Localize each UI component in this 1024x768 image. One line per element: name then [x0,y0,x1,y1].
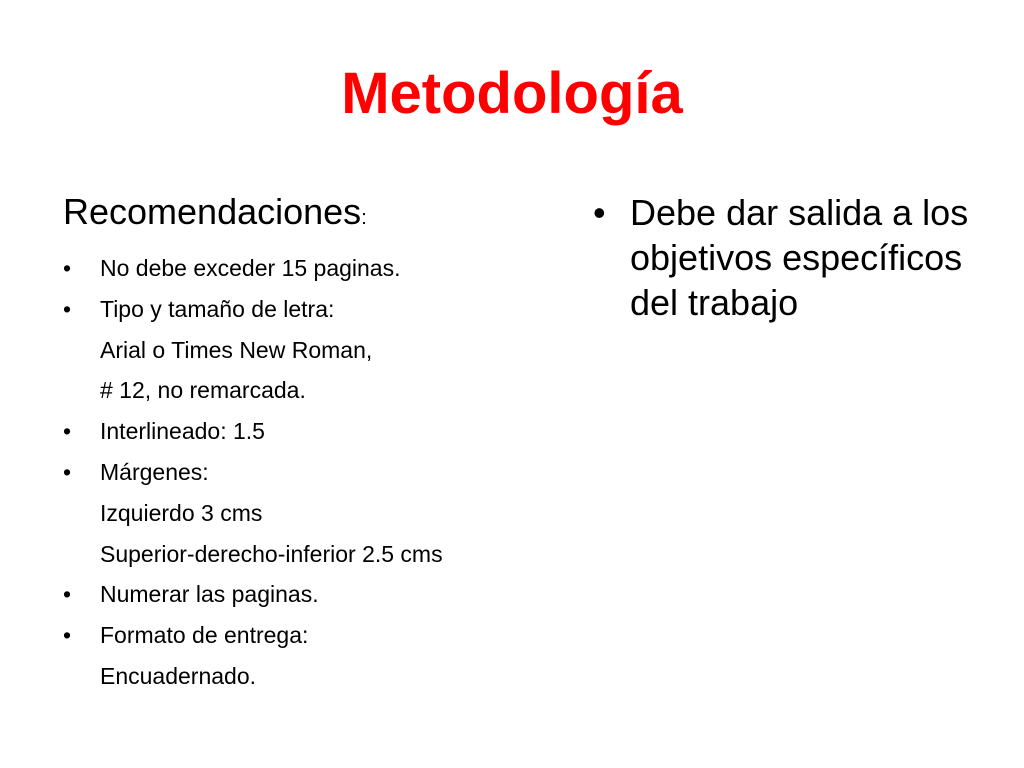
list-item-text: Arial o Times New Roman, [100,336,373,363]
bullet-icon: • [63,622,72,649]
objective-item [593,190,993,325]
bullet-icon: • [63,255,72,281]
bullet-icon: • [593,192,606,233]
list-item [63,615,533,656]
list-item [63,534,533,575]
list-item-text: Márgenes: [100,458,209,485]
recommendations-column [63,190,533,697]
list-item-text: # 12, no remarcada. [100,377,306,404]
list-item [63,493,533,534]
recommendations-heading [63,190,533,240]
objectives-column [593,190,993,325]
objective-text: Debe dar salida a los objetivos específicos del trabajo [630,192,969,323]
list-item [63,452,533,493]
list-item-text: Encuadernado. [100,662,257,689]
list-item [63,248,533,289]
list-item [63,411,533,452]
list-item [63,330,533,371]
list-item-text: Interlineado: 1.5 [100,418,265,445]
list-item-text: Formato de entrega: [100,622,309,649]
recommendations-heading-colon: : [361,207,367,229]
list-item-text: No debe exceder 15 paginas. [100,255,401,281]
list-item [63,574,533,615]
bullet-icon: • [63,458,72,485]
list-item [63,289,533,330]
bullet-icon: • [63,581,72,608]
list-item-text: Izquierdo 3 cms [100,499,263,526]
slide-title: Metodología [341,61,683,126]
list-item [63,656,533,697]
list-item-text: Tipo y tamaño de letra: [100,295,335,322]
recommendations-heading-text: Recomendaciones [63,191,362,232]
list-item-text: Superior-derecho-inferior 2.5 cms [100,540,443,567]
list-item-text: Numerar las paginas. [100,581,319,608]
list-item [63,370,533,411]
bullet-icon: • [63,418,72,445]
bullet-icon: • [63,295,72,322]
